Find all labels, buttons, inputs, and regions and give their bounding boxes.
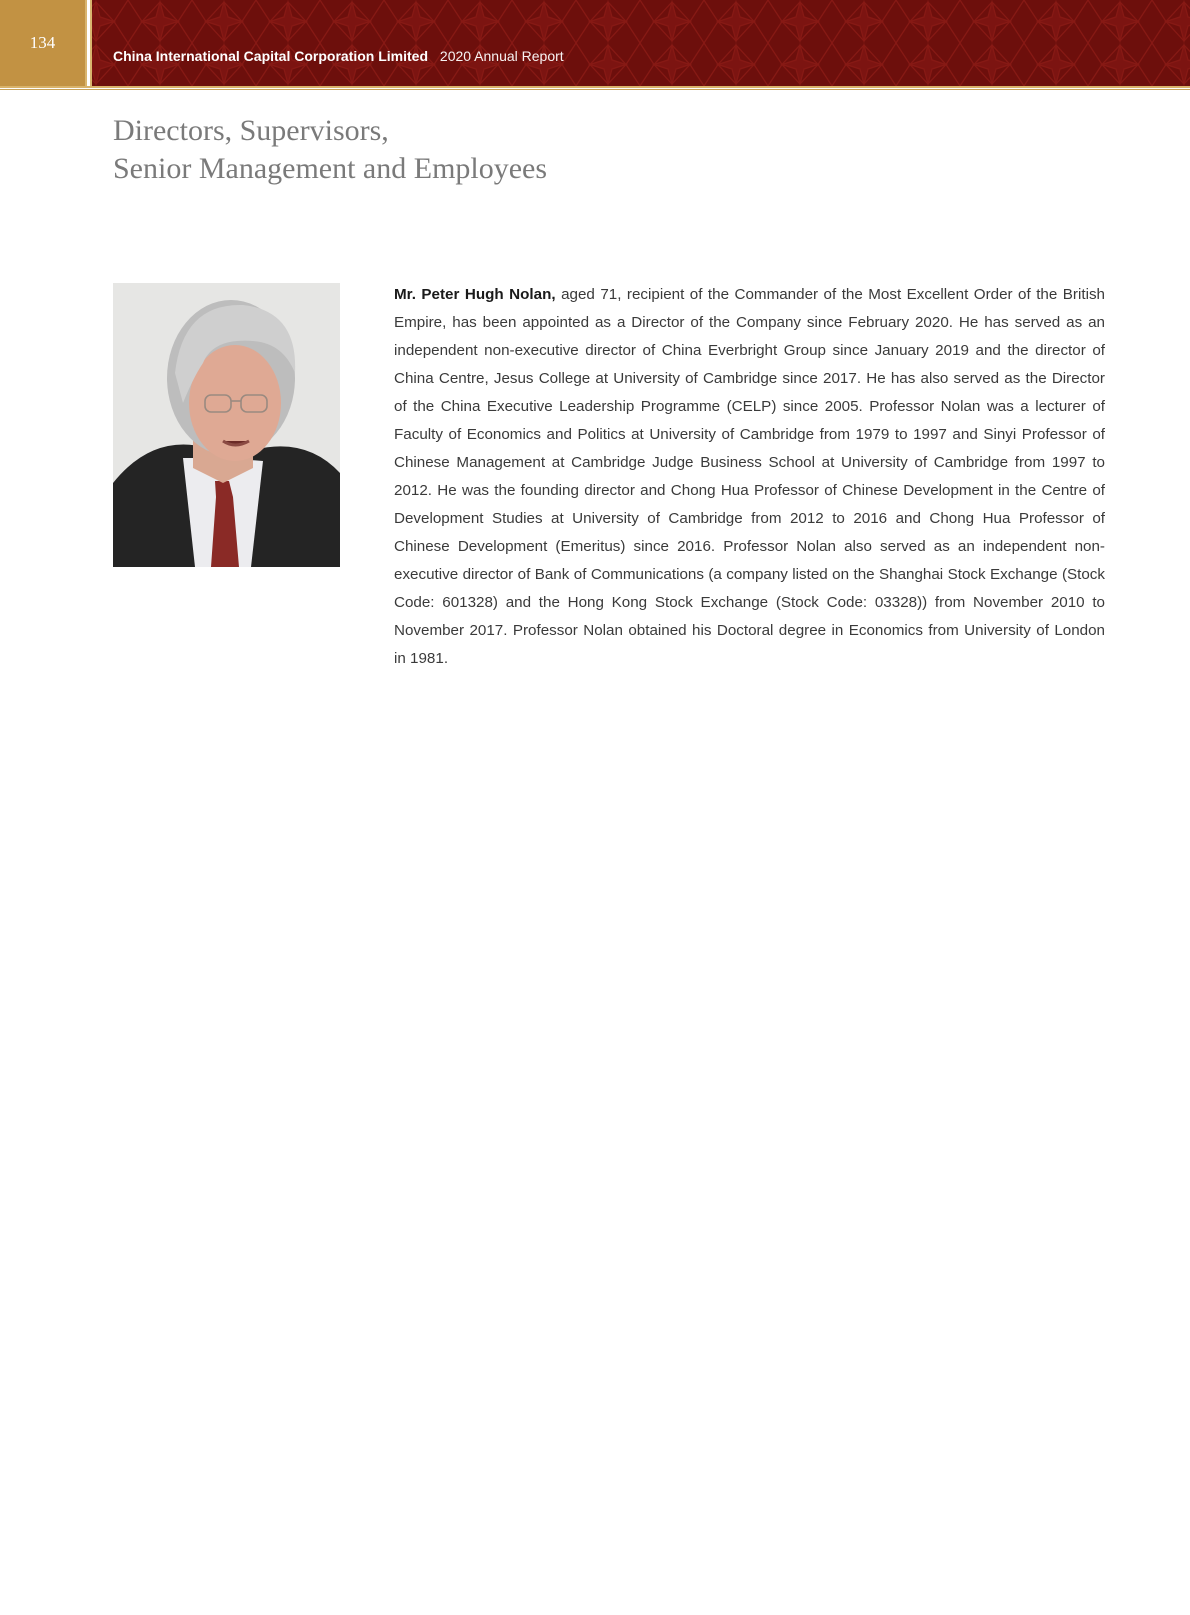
- running-header: [113, 48, 564, 64]
- header-band: [0, 0, 1190, 86]
- section-title: [113, 112, 547, 188]
- header-gold-rule: [0, 86, 1190, 90]
- section-title-line-2: Senior Management and Employees: [113, 152, 548, 185]
- director-bio: [394, 281, 1105, 673]
- header-pattern: [0, 0, 1190, 86]
- company-name: China International Capital Corporation Limited: [113, 48, 429, 64]
- page-number-box: [0, 0, 85, 86]
- header-separator: [85, 0, 92, 86]
- page-number: 134: [29, 33, 56, 52]
- director-bio-text: aged 71, recipient of the Commander of the Most Excellent Order of the British Empire, has been appointed as a Director of the Company since February 2020. He has served as an independent non-executive director of China Everbright Group since January 2019 and the director of China Centre, Jesus College at University of Cambridge since 2017. He has also served as the Director of the China Executive Leadership Programme (CELP) since 2005. Professor Nolan was a lecturer of Faculty of Economics and Politics at University of Cambridge from 1979 to 1997 and Sinyi Professor of Chinese Management at Cambridge Judge Business School at University of Cambridge from 1997 to 2012. He was the founding director and Chong Hua Professor of Chinese Development in the Centre of Development Studies at University of Cambridge from 2012 to 2016 and Chong Hua Professor of Chinese Development (Emeritus) since 2016. Professor Nolan also served as an independent non-executive director of Bank of Communications (a company listed on the Shanghai Stock Exchange (Stock Code: 601328) and the Hong Kong Stock Exchange (Stock Code: 03328)) from November 2010 to November 2017. Professor Nolan obtained his Doctoral degree in Economics from University of London in 1981.: [394, 286, 1105, 667]
- director-portrait: [113, 283, 340, 567]
- section-title-line-1: Directors, Supervisors,: [113, 114, 389, 147]
- report-title: 2020 Annual Report: [439, 48, 564, 64]
- director-name: Mr. Peter Hugh Nolan,: [394, 286, 556, 303]
